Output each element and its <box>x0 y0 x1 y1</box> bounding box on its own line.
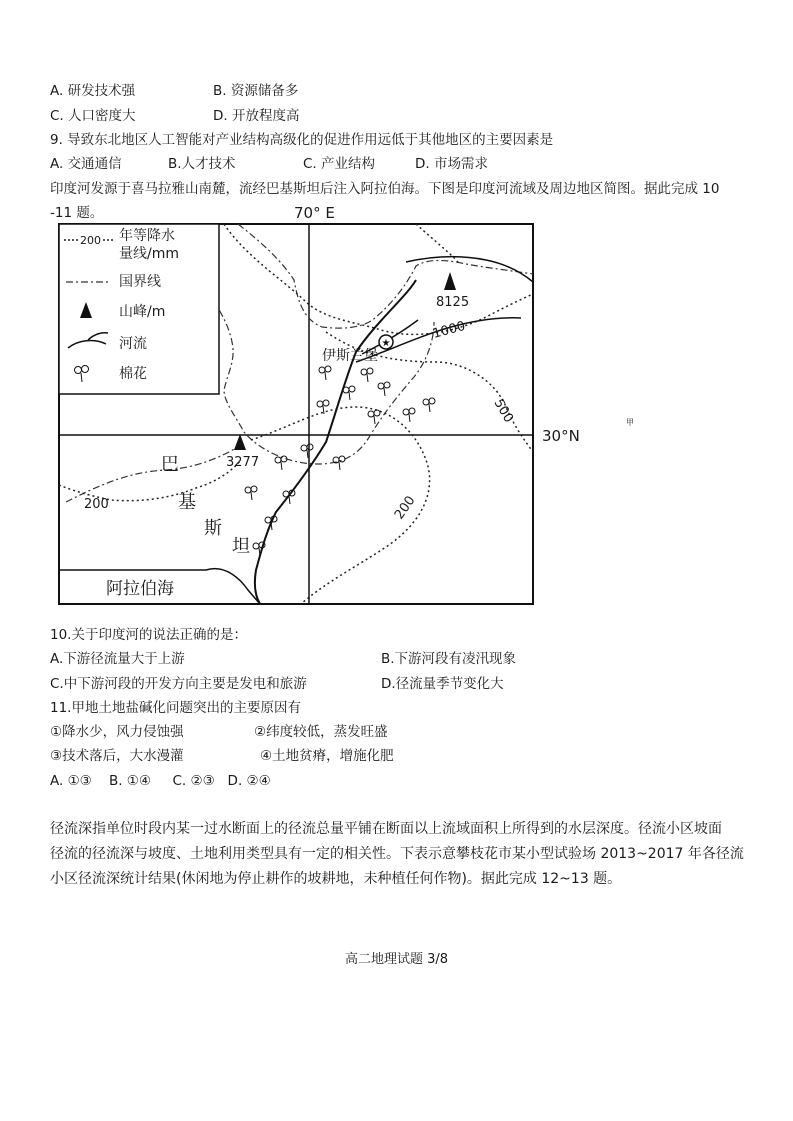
q9-option-a: A. 交通通信 <box>50 156 122 172</box>
option-d-prev: D. 开放程度高 <box>213 108 300 124</box>
latitude-label: 30°N <box>542 427 580 445</box>
cotton-icon <box>333 456 345 470</box>
country-label-si: 斯 <box>204 518 222 539</box>
cotton-icon <box>343 386 355 400</box>
q10-option-c: C.中下游河段的开发方向主要是发电和旅游 <box>50 676 307 692</box>
q11-options: A. ①③ B. ①④ C. ②③ D. ②④ <box>50 773 271 789</box>
cotton-icon <box>275 456 287 470</box>
peak-8125-label: 8125 <box>436 295 470 310</box>
river-upper <box>406 257 533 282</box>
border-north <box>238 224 533 328</box>
q10-option-d: D.径流量季节变化大 <box>381 676 504 692</box>
legend-border-label: 国界线 <box>119 274 161 290</box>
option-c-prev: C. 人口密度大 <box>50 108 136 124</box>
cotton-icon <box>265 516 277 530</box>
border-west <box>66 448 236 502</box>
q11-reason-4: ④土地贫瘠，增施化肥 <box>260 748 394 764</box>
q10-option-b: B.下游河段有凌汛现象 <box>381 651 517 667</box>
isohyet-1000-label: 1000 <box>431 318 468 342</box>
country-label-ba: 巴 <box>161 454 179 475</box>
peak-icon <box>234 434 246 450</box>
q9-option-c: C. 产业结构 <box>303 156 376 172</box>
legend-isohyet-value: 200 <box>80 234 101 247</box>
q9-option-b: B.人才技术 <box>168 156 236 172</box>
intro-line-1: 印度河发源于喜马拉雅山南麓，流经巴基斯坦后注入阿拉伯海。下图是印度河流域及周边地区简图。据此完成 10 <box>50 181 720 197</box>
option-b-prev: B. 资源储备多 <box>213 83 299 99</box>
cotton-icon <box>423 398 435 412</box>
legend-cotton-label: 棉花 <box>119 366 147 382</box>
margin-mark: 甲 <box>626 418 634 427</box>
question-9-stem: 9. 导致东北地区人工智能对产业结构高级化的促进作用远低于其他地区的主要因素是 <box>50 132 554 148</box>
cotton-markers <box>245 366 435 556</box>
peak-icon <box>444 272 456 290</box>
legend-river-label: 河流 <box>119 336 147 352</box>
country-label-ji: 基 <box>178 492 196 513</box>
isohyet-200-east-label: 200 <box>391 493 419 523</box>
cotton-icon <box>378 382 390 396</box>
intro-line-2: -11 题。 <box>50 205 104 221</box>
peak-3277-label: 3277 <box>226 455 260 470</box>
passage-line-1: 径流深指单位时段内某一过水断面上的径流总量平铺在断面以上流域面积上所得到的水层深度。径流小区坡面 <box>50 821 722 837</box>
border-east <box>201 287 434 464</box>
passage-line-2: 径流的径流深与坡度、土地利用类型具有一定的相关性。下表示意攀枝花市某小型试验场 2013~2017 年各径流 <box>50 846 744 862</box>
sea-label: 阿拉伯海 <box>106 579 174 599</box>
cotton-icon <box>301 444 313 458</box>
legend-isohyet-label-2: 量线/mm <box>119 246 179 262</box>
question-10-stem: 10.关于印度河的说法正确的是： <box>50 627 247 643</box>
isohyet-200-west-label: 200 <box>84 497 109 512</box>
cotton-icon <box>245 486 257 500</box>
q11-reason-2: ②纬度较低，蒸发旺盛 <box>254 724 388 740</box>
country-label-tan: 坦 <box>232 536 250 557</box>
isohyet-500-label: 500 <box>490 396 516 426</box>
longitude-label: 70° E <box>294 204 335 222</box>
question-11-stem: 11.甲地土地盐碱化问题突出的主要原因有 <box>50 700 301 716</box>
q11-reason-1: ①降水少，风力侵蚀强 <box>50 724 184 740</box>
isohyet-1000 <box>224 224 533 334</box>
city-label-islamabad: 伊斯兰堡 <box>322 348 378 364</box>
option-a-prev: A. 研发技术强 <box>50 83 136 99</box>
cotton-icon <box>403 408 415 422</box>
q11-reason-3: ③技术落后，大水漫灌 <box>50 748 184 764</box>
legend-isohyet-label-1: 年等降水 <box>119 228 175 244</box>
page-footer: 高二地理试题 3/8 <box>344 952 449 967</box>
q10-option-a: A.下游径流量大于上游 <box>50 651 185 667</box>
q9-option-d: D. 市场需求 <box>415 156 488 172</box>
cotton-icon <box>361 368 373 382</box>
cotton-icon <box>319 366 331 380</box>
capital-star-icon: ★ <box>381 338 391 349</box>
indus-basin-map <box>56 202 616 612</box>
passage-line-3: 小区径流深统计结果(休闲地为停止耕作的坡耕地，未种植任何作物)。据此完成 12~13 题。 <box>50 871 622 887</box>
legend-peak-label: 山峰/m <box>119 304 166 320</box>
isohyet-200-west <box>59 460 241 501</box>
